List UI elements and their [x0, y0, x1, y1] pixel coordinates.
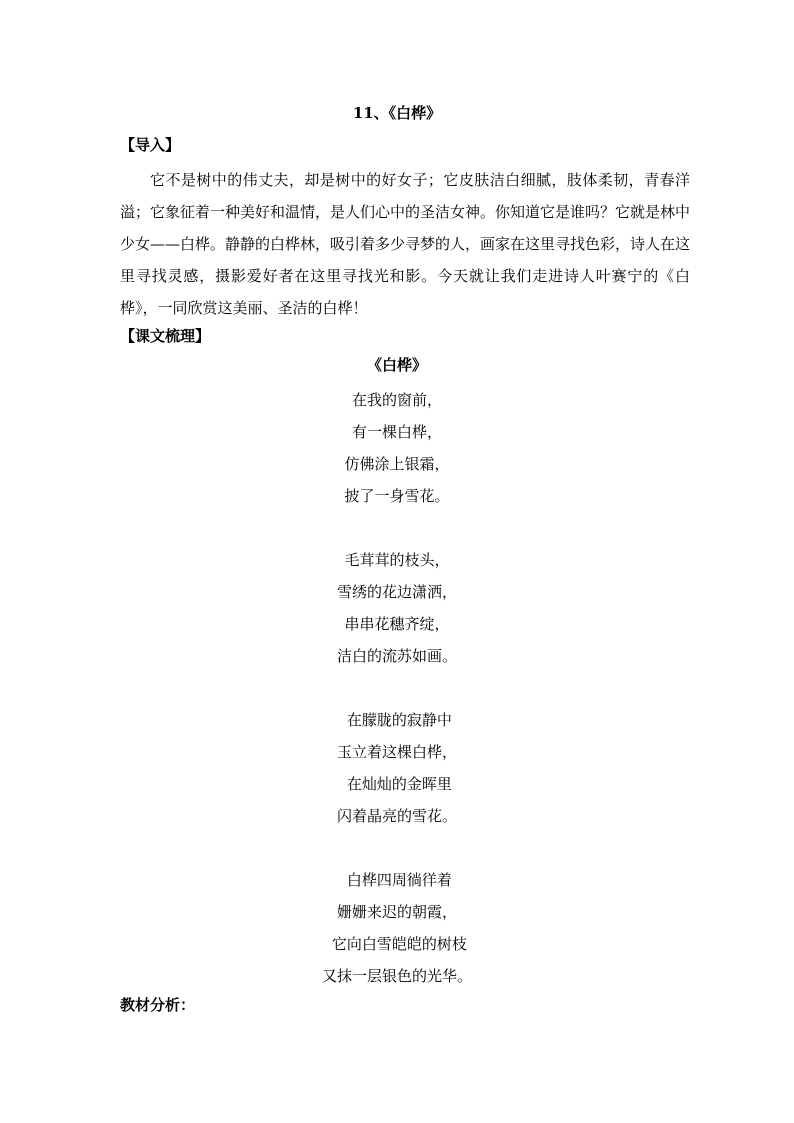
- poem-line: 洁白的流苏如画。: [336, 647, 457, 665]
- poem-line: 在朦胧的寂静中: [342, 711, 452, 729]
- poem-title: 《白桦》: [366, 356, 427, 374]
- poem-line: 在灿灿的金晖里: [342, 775, 452, 793]
- poem-line: 仿佛涂上银霜，: [344, 455, 450, 473]
- text-review-heading: 【课文梳理】: [120, 327, 211, 345]
- poem: [0, 384, 794, 1024]
- poem-stanza-3: [0, 704, 794, 832]
- poem-line: 又抹一层银色的光华。: [321, 967, 472, 985]
- poem-line: 雪绣的花边潇洒，: [336, 583, 457, 601]
- poem-line: 毛茸茸的枝头，: [344, 551, 450, 569]
- poem-line: 串串花穗齐绽，: [344, 615, 450, 633]
- poem-line: 披了一身雪花。: [344, 487, 450, 505]
- poem-line: 玉立着这棵白桦，: [336, 743, 457, 761]
- poem-stanza-4: [0, 864, 794, 992]
- poem-stanza-2: [0, 544, 794, 672]
- intro-paragraph: 它不是树中的伟丈夫，却是树中的好女子；它皮肤洁白细腻，肢体柔韧，青春洋溢；它象征着一种美好和温情，是人们心中的圣洁女神。你知道它是谁吗？它就是林中少女——白桦。静静的白桦林，吸引着多少寻梦的人，画家在这里寻找色彩，诗人在这里寻找灵感，摄影爱好者在这里寻找光和影。今天就让我们走进诗人叶赛宁的《白桦》，一同欣赏这美丽、圣洁的白桦！: [120, 171, 691, 317]
- lesson-title: 11、《白桦》: [352, 104, 442, 122]
- poem-stanza-1: [0, 384, 794, 512]
- poem-line: 它向白雪皑皑的树枝: [327, 935, 467, 953]
- poem-line: 有一棵白桦，: [351, 423, 442, 441]
- poem-line: 白桦四周徜徉着: [342, 871, 452, 889]
- poem-line: 在我的窗前，: [351, 391, 442, 409]
- poem-line: 闪着晶亮的雪花。: [336, 807, 457, 825]
- poem-line: 姗姗来迟的朝霞，: [336, 903, 457, 921]
- analysis-heading: 教材分析：: [120, 996, 196, 1014]
- intro-heading: 【导入】: [120, 136, 181, 154]
